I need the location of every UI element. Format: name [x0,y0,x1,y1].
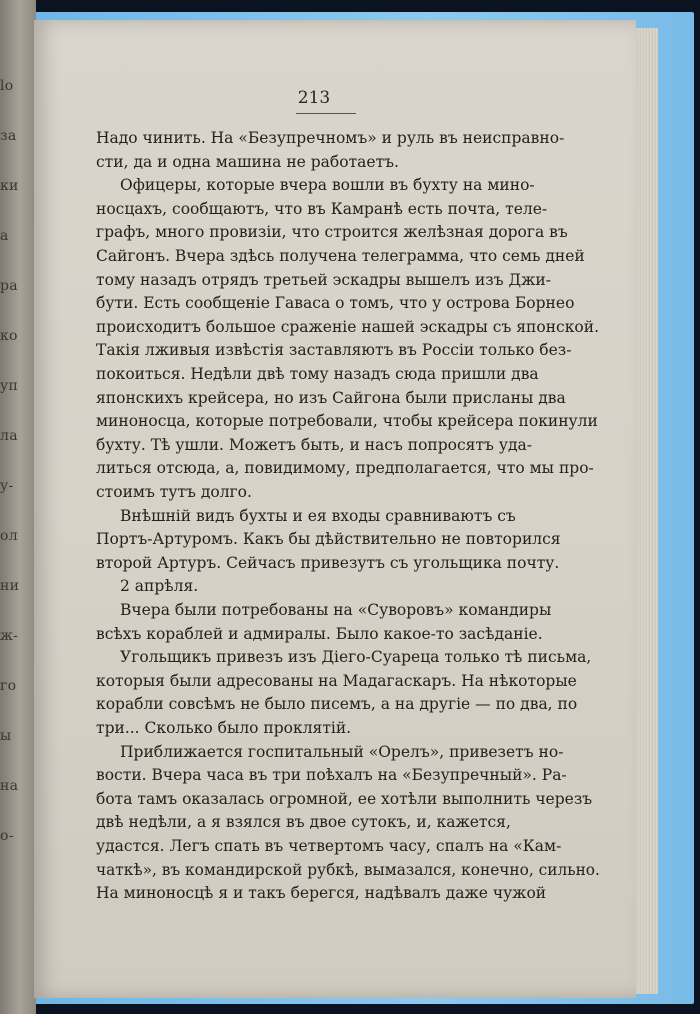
text-line: На миноносцѣ я и такъ берегся, надѣвалъ даже чужой [96,884,547,902]
text-line: Такія лживыя извѣстія заставляютъ въ Россіи только без- [96,341,572,359]
text-line: удастся. Легъ спать въ четвертомъ часу, спалъ на «Кам- [96,837,562,855]
page-number-rule [296,113,356,114]
book-page [34,20,636,998]
text-line: покоиться. Недѣли двѣ тому назадъ сюда пришли два [96,365,539,383]
left-page-fragment: ра [0,278,18,294]
left-page-fragment: о- [0,828,14,844]
text-line: бота тамъ оказалась огромной, ее хотѣли выполнить черезъ [96,790,593,808]
text-line: чаткѣ», въ командирской рубкѣ, вымазался, конечно, сильно. [96,861,600,879]
text-line: Надо чинить. На «Безупречномъ» и руль въ неисправно- [96,129,565,147]
text-line: 2 апрѣля. [120,577,199,595]
text-line: корабли совсѣмъ не было писемъ, а на другіе — по два, по [96,695,578,713]
left-page-fragment: ы [0,728,12,744]
text-line: японскихъ крейсера, но изъ Сайгона были присланы два [96,389,566,407]
text-line: Угольщикъ привезъ изъ Діего-Суареца только тѣ письма, [120,648,592,666]
text-line: происходитъ большое сраженіе нашей эскадры съ японской. [96,318,599,336]
text-line: сти, да и одна машина не работаетъ. [96,153,399,171]
left-page-fragment: ж- [0,628,19,644]
left-page-fragment: ко [0,328,18,344]
left-page-fragment: ол [0,528,18,544]
left-page-fragment: а [0,228,9,244]
text-line: второй Артуръ. Сейчасъ привезутъ съ угольщика почту. [96,554,560,572]
left-page-fragment: lo [0,78,14,94]
left-page-fragment: ки [0,178,19,194]
left-facing-page [0,0,36,1014]
text-line: тому назадъ отрядъ третьей эскадры вышелъ изъ Джи- [96,271,551,289]
text-line: Сайгонъ. Вчера здѣсь получена телеграмма, что семь дней [96,247,585,265]
text-line: бухту. Тѣ ушли. Можетъ быть, и насъ попросятъ уда- [96,436,532,454]
text-line: вости. Вчера часа въ три поѣхалъ на «Безупречный». Ра- [96,766,567,784]
text-line: графъ, много провизіи, что строится желѣзная дорога въ [96,223,568,241]
left-page-fragment: на [0,778,19,794]
text-line: двѣ недѣли, а я взялся въ двое сутокъ, и, кажется, [96,813,511,831]
text-line: Офицеры, которые вчера вошли въ бухту на мино- [120,176,535,194]
page-number: 213 [297,88,331,108]
text-line: Внѣшній видъ бухты и ея входы сравниваютъ съ [120,507,516,525]
left-page-fragment: го [0,678,17,694]
text-line: миноносца, которые потребовали, чтобы крейсера покинули [96,412,598,430]
left-page-fragment: у- [0,478,14,494]
text-line: носцахъ, сообщаютъ, что въ Камранѣ есть почта, теле- [96,200,548,218]
left-page-fragment: ла [0,428,18,444]
left-page-fragment: за [0,128,17,144]
text-line: литься отсюда, а, повидимому, предполагается, что мы про- [96,459,594,477]
left-page-fragment: уп [0,378,19,394]
text-line: Приближается госпитальный «Орелъ», привезетъ но- [120,743,564,761]
text-line: три... Сколько было проклятій. [96,719,352,737]
text-line: Портъ-Артуромъ. Какъ бы дѣйствительно не повторился [96,530,561,548]
text-line: стоимъ тутъ долго. [96,483,252,501]
text-line: всѣхъ кораблей и адмиралы. Было какое-то засѣданіе. [96,625,543,643]
text-line: Вчера были потребованы на «Суворовъ» командиры [120,601,552,619]
text-line: бути. Есть сообщеніе Гаваса о томъ, что у острова Борнео [96,294,575,312]
left-page-fragment: ни [0,578,20,594]
text-line: которыя были адресованы на Мадагаскаръ. На нѣкоторые [96,672,577,690]
